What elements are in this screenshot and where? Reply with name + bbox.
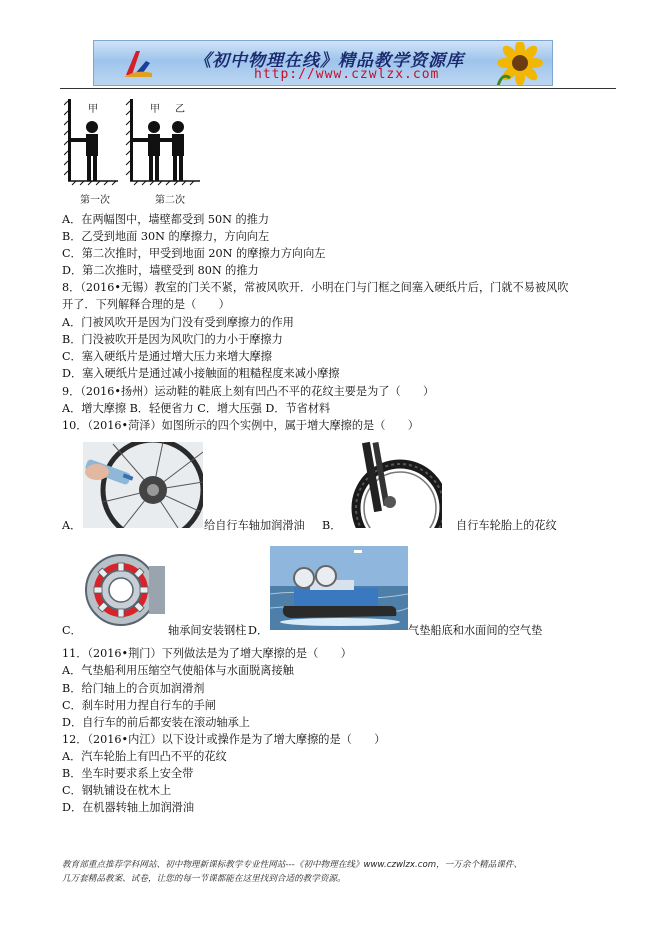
photo-bike-tire — [338, 442, 442, 528]
q10-option-b-text: 自行车轮胎上的花纹 — [456, 519, 557, 532]
q8-option-d: D．塞入硬纸片是通过减小接触面的粗糙程度来减小摩擦 — [62, 367, 340, 380]
q8-stem-1: 8．（2016•无锡）教室的门关不紧，常被风吹开．小明在门与门框之间塞入硬纸片后，门就不易被风吹 — [62, 281, 569, 294]
sunflower-icon — [490, 42, 548, 86]
q7-option-a: A．在两幅图中，墙壁都受到 50N 的推力 — [62, 213, 270, 226]
q10-option-c-text: 轴承间安装钢柱 — [168, 624, 247, 637]
header-rule — [60, 88, 616, 89]
q9-stem: 9．（2016•扬州）运动鞋的鞋底上刻有凹凸不平的花纹主要是为了（ ） — [62, 385, 435, 398]
q11-option-b: B．给门轴上的合页加润滑剂 — [62, 682, 205, 695]
q10-option-d-text: 气垫船底和水面间的空气垫 — [408, 624, 543, 637]
q12-option-b: B．坐车时要求系上安全带 — [62, 767, 194, 780]
q10-option-b-label: B． — [322, 519, 342, 532]
caption-second: 第二次 — [155, 195, 185, 206]
footer-line-1: 教育部重点推荐学科网站、初中物理新课标教学专业性网站---《初中物理在线》www.czwlzx.com，一万余个精品课件、 — [62, 860, 523, 870]
header-banner — [93, 40, 553, 86]
q8-option-b: B．门没被吹开是因为风吹门的力小于摩擦力 — [62, 333, 283, 346]
q12-option-d: D．在机器转轴上加润滑油 — [62, 801, 195, 814]
page-footer — [62, 858, 622, 886]
q10-option-d-label: D． — [248, 624, 269, 637]
q10-option-a-text: 给自行车轴加润滑油 — [204, 519, 305, 532]
q10-stem: 10．（2016•菏泽）如图所示的四个实例中，属于增大摩擦的是（ ） — [62, 419, 419, 432]
q11-option-d: D．自行车的前后都安装在滚动轴承上 — [62, 716, 250, 729]
q8-stem-2: 开了．下列解释合理的是（ ） — [62, 298, 230, 311]
q9-options: A．增大摩擦 B．轻便省力 C．增大压强 D．节省材料 — [62, 402, 331, 415]
q8-option-a: A．门被风吹开是因为门没有受到摩擦力的作用 — [62, 316, 294, 329]
footer-line-2: 几万套精品教案、试卷，让您的每一节课都能在这里找到合适的教学资源。 — [62, 874, 346, 884]
caption-first: 第一次 — [80, 195, 110, 206]
banner-url[interactable]: http://www.czwlzx.com — [254, 67, 440, 82]
photo-bike-axle-oil — [83, 442, 203, 528]
logo-icon — [120, 47, 154, 81]
q10-option-c-label: C． — [62, 624, 82, 637]
label-jia-first: 甲 — [88, 104, 98, 115]
q11-option-c: C．刹车时用力捏自行车的手闸 — [62, 699, 216, 712]
q7-option-d: D．第二次推时，墙壁受到 80N 的推力 — [62, 264, 259, 277]
q7-option-b: B．乙受到地面 30N 的摩擦力，方向向左 — [62, 230, 270, 243]
q11-stem: 11．（2016•荆门）下列做法是为了增大摩擦的是（ ） — [62, 647, 352, 660]
label-jia-second: 甲 — [150, 104, 160, 115]
photo-bearing — [83, 552, 167, 628]
q8-option-c: C．塞入硬纸片是通过增大压力来增大摩擦 — [62, 350, 272, 363]
photo-hovercraft — [270, 546, 408, 630]
q11-option-a: A．气垫船利用压缩空气使船体与水面脱离接触 — [62, 664, 294, 677]
q12-stem: 12．（2016•内江）以下设计或操作是为了增大摩擦的是（ ） — [62, 733, 386, 746]
q7-option-c: C．第二次推时，甲受到地面 20N 的摩擦力方向向左 — [62, 247, 326, 260]
banner-title: 《初中物理在线》精品教学资源库 — [194, 51, 464, 71]
q10-option-a-label: A． — [62, 519, 82, 532]
label-yi: 乙 — [175, 104, 185, 115]
q12-option-c: C．钢轨铺设在枕木上 — [62, 784, 172, 797]
q12-option-a: A．汽车轮胎上有凹凸不平的花纹 — [62, 750, 227, 763]
